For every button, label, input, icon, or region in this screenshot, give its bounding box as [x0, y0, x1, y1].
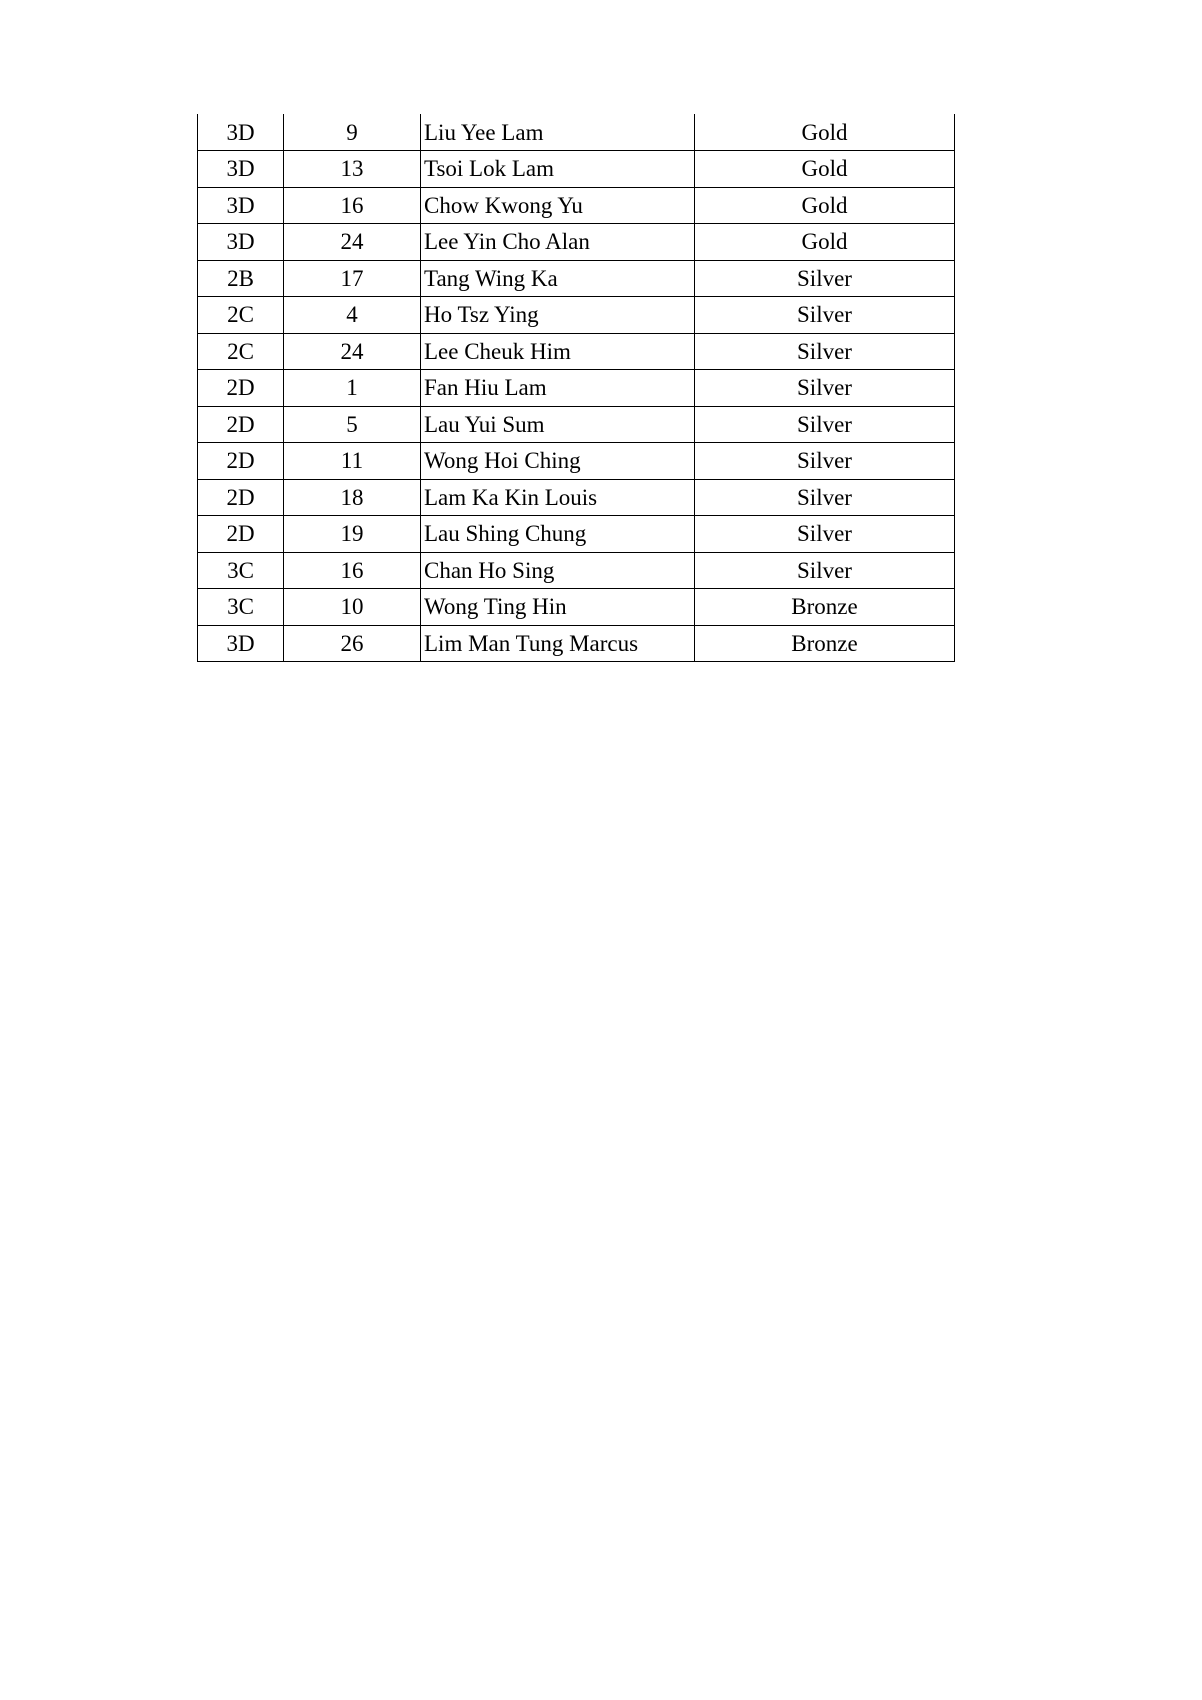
student-name-cell: Lam Ka Kin Louis [421, 479, 695, 516]
award-cell: Silver [695, 370, 955, 407]
student-number-cell: 13 [284, 151, 421, 188]
student-name-cell: Ho Tsz Ying [421, 297, 695, 334]
table-row [198, 151, 955, 188]
student-name-cell: Wong Ting Hin [421, 589, 695, 626]
award-cell: Silver [695, 479, 955, 516]
student-number-cell: 9 [284, 114, 421, 151]
student-number-cell: 1 [284, 370, 421, 407]
award-cell: Silver [695, 516, 955, 553]
student-number-cell: 19 [284, 516, 421, 553]
student-number-cell: 18 [284, 479, 421, 516]
student-number-cell: 10 [284, 589, 421, 626]
student-name-cell: Lee Yin Cho Alan [421, 224, 695, 261]
student-number-cell: 11 [284, 443, 421, 480]
student-number-cell: 26 [284, 625, 421, 662]
award-cell: Silver [695, 297, 955, 334]
student-name-cell: Wong Hoi Ching [421, 443, 695, 480]
student-number-cell: 5 [284, 406, 421, 443]
class-cell: 3D [198, 625, 284, 662]
table-row [198, 589, 955, 626]
class-cell: 3D [198, 187, 284, 224]
student-number-cell: 24 [284, 333, 421, 370]
student-name-cell: Fan Hiu Lam [421, 370, 695, 407]
award-cell: Silver [695, 443, 955, 480]
student-name-cell: Lim Man Tung Marcus [421, 625, 695, 662]
class-cell: 2C [198, 333, 284, 370]
award-cell: Bronze [695, 589, 955, 626]
table-row [198, 406, 955, 443]
class-cell: 2D [198, 406, 284, 443]
table-row [198, 260, 955, 297]
student-number-cell: 16 [284, 187, 421, 224]
student-name-cell: Chan Ho Sing [421, 552, 695, 589]
student-number-cell: 16 [284, 552, 421, 589]
class-cell: 2B [198, 260, 284, 297]
class-cell: 3D [198, 114, 284, 151]
award-table [197, 114, 955, 662]
table-row [198, 370, 955, 407]
award-cell: Silver [695, 552, 955, 589]
student-number-cell: 24 [284, 224, 421, 261]
table-row [198, 479, 955, 516]
award-cell: Gold [695, 114, 955, 151]
class-cell: 2C [198, 297, 284, 334]
table-row [198, 187, 955, 224]
table-row [198, 224, 955, 261]
student-name-cell: Lee Cheuk Him [421, 333, 695, 370]
student-name-cell: Tsoi Lok Lam [421, 151, 695, 188]
student-name-cell: Tang Wing Ka [421, 260, 695, 297]
class-cell: 2D [198, 370, 284, 407]
student-name-cell: Liu Yee Lam [421, 114, 695, 151]
class-cell: 2D [198, 443, 284, 480]
award-cell: Gold [695, 187, 955, 224]
class-cell: 3D [198, 224, 284, 261]
table-row [198, 516, 955, 553]
award-cell: Bronze [695, 625, 955, 662]
class-cell: 3C [198, 589, 284, 626]
award-cell: Silver [695, 333, 955, 370]
student-name-cell: Lau Yui Sum [421, 406, 695, 443]
award-cell: Silver [695, 260, 955, 297]
award-cell: Silver [695, 406, 955, 443]
student-name-cell: Chow Kwong Yu [421, 187, 695, 224]
student-name-cell: Lau Shing Chung [421, 516, 695, 553]
student-number-cell: 17 [284, 260, 421, 297]
table-row [198, 552, 955, 589]
award-cell: Gold [695, 224, 955, 261]
class-cell: 2D [198, 516, 284, 553]
award-cell: Gold [695, 151, 955, 188]
award-table-body [198, 114, 955, 662]
table-row [198, 443, 955, 480]
class-cell: 2D [198, 479, 284, 516]
table-row [198, 625, 955, 662]
table-row [198, 297, 955, 334]
table-row [198, 333, 955, 370]
class-cell: 3D [198, 151, 284, 188]
class-cell: 3C [198, 552, 284, 589]
student-number-cell: 4 [284, 297, 421, 334]
table-row [198, 114, 955, 151]
